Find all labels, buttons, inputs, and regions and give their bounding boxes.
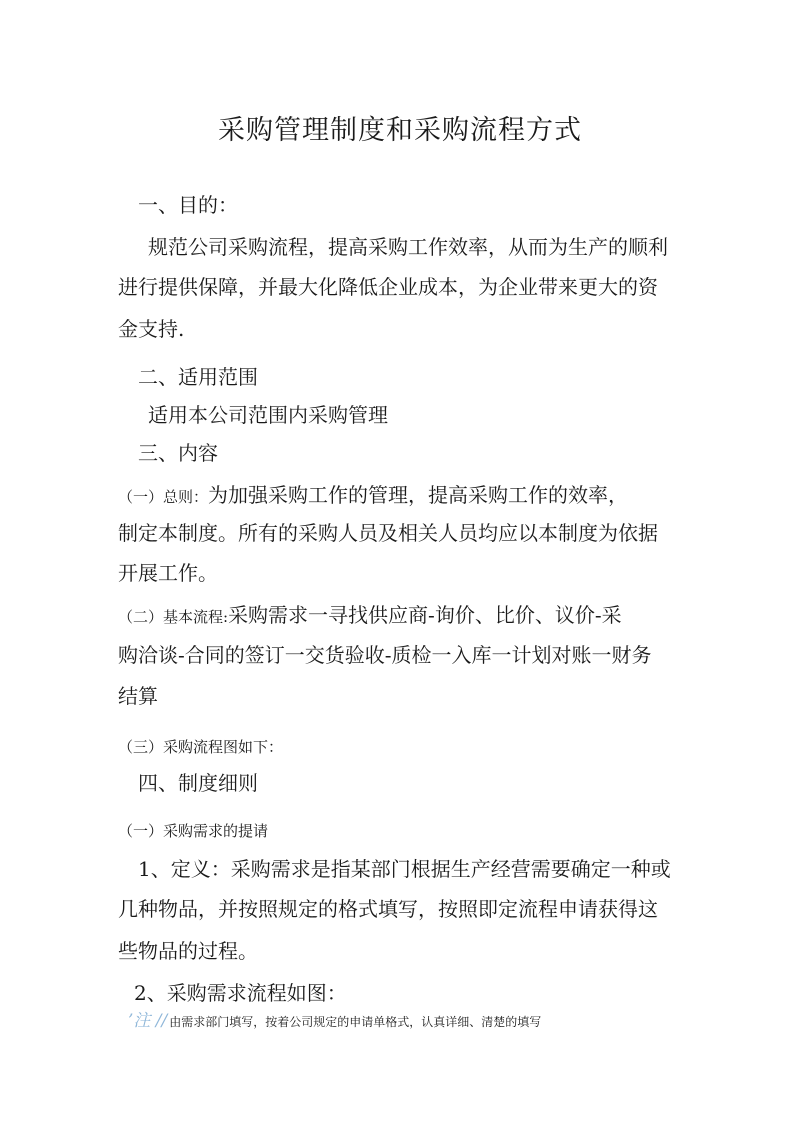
section-3-3-line xyxy=(118,732,283,760)
section-3-2-line-3: 结算 xyxy=(118,684,158,708)
section-3-1-text: 为加强采购工作的管理，提高采购工作的效率， xyxy=(208,483,629,507)
section-1-paragraph-line-1: 规范公司采购流程，提高采购工作效率，从而为生产的顺利 xyxy=(148,235,668,259)
note-mark: ’注 // xyxy=(128,1011,168,1031)
definition-line-3: 些物品的过程。 xyxy=(118,939,258,963)
section-3-1-line-3: 开展工作。 xyxy=(118,561,218,585)
flow-heading: 2、采购需求流程如图： xyxy=(134,981,347,1005)
section-1-heading: 一、目的： xyxy=(138,193,238,217)
section-2-heading: 二、适用范围 xyxy=(138,365,258,389)
section-3-1-line-2: 制定本制度。所有的采购人员及相关人员均应以本制度为依据 xyxy=(118,521,658,545)
section-3-1-line-1 xyxy=(118,482,628,510)
section-2-body: 适用本公司范围内采购管理 xyxy=(148,403,388,427)
definition-line-2: 几种物品，并按照规定的格式填写，按照即定流程申请获得这 xyxy=(118,897,658,921)
page-title: 采购管理制度和采购流程方式 xyxy=(218,115,582,146)
flowchart-note xyxy=(128,1012,541,1031)
section-4-heading: 四、制度细则 xyxy=(138,771,258,795)
section-3-1-label: （一）总则： xyxy=(118,488,209,506)
section-1-paragraph-line-2: 进行提供保障，并最大化降低企业成本，为企业带来更大的资 xyxy=(118,275,658,299)
definition-line-1: 1、定义：采购需求是指某部门根据生产经营需要确定一种或 xyxy=(138,857,671,881)
section-3-3-label: （三）采购流程图如下： xyxy=(118,738,284,756)
section-4-1-label: （一）采购需求的提请 xyxy=(118,822,269,840)
section-3-2-line-2: 购洽谈-合同的签订一交货验收-质检一入库一计划对账一财务 xyxy=(118,643,652,667)
section-3-2-label: （二）基本流程: xyxy=(118,608,229,626)
section-3-2-text: 采购需求一寻找供应商-询价、比价、议价-采 xyxy=(228,603,622,627)
section-3-2-line-1 xyxy=(118,602,622,630)
section-4-1-line xyxy=(118,816,268,844)
note-text: 由需求部门填写，按着公司规定的申请单格式，认真详细、清楚的填写 xyxy=(169,1015,542,1029)
section-1-paragraph-line-3: 金支持. xyxy=(118,317,185,341)
section-3-heading: 三、内容 xyxy=(138,441,218,465)
